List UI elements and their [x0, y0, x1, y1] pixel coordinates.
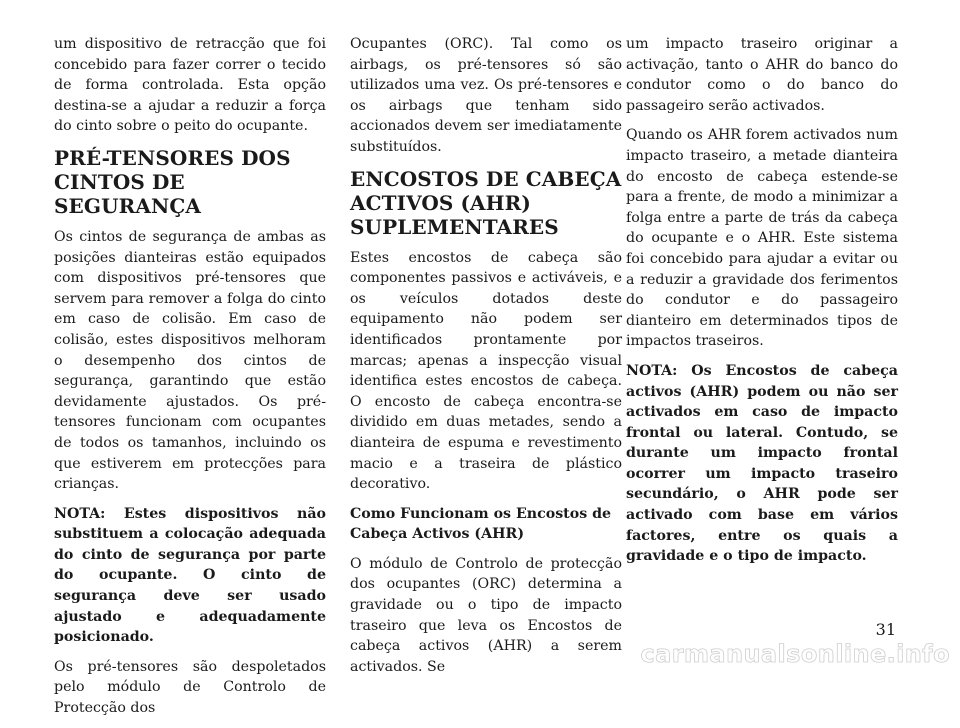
subheading-how-ahr-work: Como Funcionam os Encostos de Cabeça Activos (AHR) [350, 505, 612, 543]
column-3 [626, 34, 898, 576]
paragraph-ahr-activation: Quando os AHR forem activados num impacto traseiro, a metade dianteira do encosto de cabeça estende-se para a frente, de modo a minimizar a folga entre a parte de trás da cabeça do ocupante e o AHR. Este sistema foi concebido para ajudar a evitar ou a reduzir a gravidade dos ferimentos do condutor e do passageiro dianteiro em determinados tipos de impactos traseiros. [626, 127, 898, 350]
paragraph-rear-impact: um impacto traseiro originar a activação, tanto o AHR do banco do condutor como o do banco do passageiro serão activados. [626, 36, 898, 114]
paragraph-pretensioners: Os cintos de segurança de ambas as posições dianteiras estão equipados com dispositivos pré-tensores que servem para remover a folga do cinto em caso de colisão. Em caso de colisão, estes dispositivos melhoram o desempenho dos cintos de segurança, garantindo que estão devidamente ajustados. Os pré-tensores funcionam com ocupantes de todos os tamanhos, incluindo os que estiverem em protecções para crianças. [54, 228, 326, 493]
note-pretensioners: NOTA: Estes dispositivos não substituem a colocação adequada do cinto de segurança por parte do ocupante. O cinto de segurança deve ser usado ajustado e adequadamente posicionado. [54, 505, 326, 646]
column-1 [54, 34, 326, 728]
heading-pretensioners: PRÉ-TENSORES DOS CINTOS DE SEGURANÇA [54, 145, 291, 218]
paragraph-retractor: um dispositivo de retracção que foi concebido para fazer correr o tecido de forma controlada. Esta opção destina-se a ajudar a reduzir a força do cinto sobre o peito do ocupante. [54, 36, 326, 135]
note-ahr: NOTA: Os Encostos de cabeça activos (AHR) podem ou não ser activados em caso de impacto frontal ou lateral. Contudo, se durante um impacto frontal ocorrer um impacto traseiro secundário, o AHR pode ser activado com base em vários factores, entre os quais a gravidade e o tipo de impacto. [626, 362, 898, 565]
column-2 [350, 34, 622, 686]
paragraph-ahr-description: Estes encostos de cabeça são componentes passivos e activáveis, e os veículos dotados deste equipamento não podem ser identificados prontamente por marcas; apenas a inspecção visual identifica estes encostos de cabeça. O encosto de cabeça encontra-se dividido em duas metades, sendo a dianteira de espuma e revestimento macio e a traseira de plástico decorativo. [350, 249, 622, 493]
watermark: carmanualsonline.info [640, 640, 950, 668]
paragraph-pretensioners-deploy: Os pré-tensores são despoletados pelo módulo de Controlo de Protecção dos [54, 658, 326, 717]
page-number: 31 [875, 620, 896, 639]
paragraph-orc-airbags: Ocupantes (ORC). Tal como os airbags, os pré-tensores só são utilizados uma vez. Os pré-tensores e os airbags que tenham sido accionados devem ser imediatamente substituídos. [350, 36, 622, 155]
heading-active-head-restraints: ENCOSTOS DE CABEÇA ACTIVOS (AHR) SUPLEMENTARES [350, 166, 622, 239]
paragraph-orc-module: O módulo de Controlo de protecção dos ocupantes (ORC) determina a gravidade ou o tipo de impacto traseiro que leva os Encostos de cabeça activos (AHR) a serem activados. Se [350, 555, 622, 675]
